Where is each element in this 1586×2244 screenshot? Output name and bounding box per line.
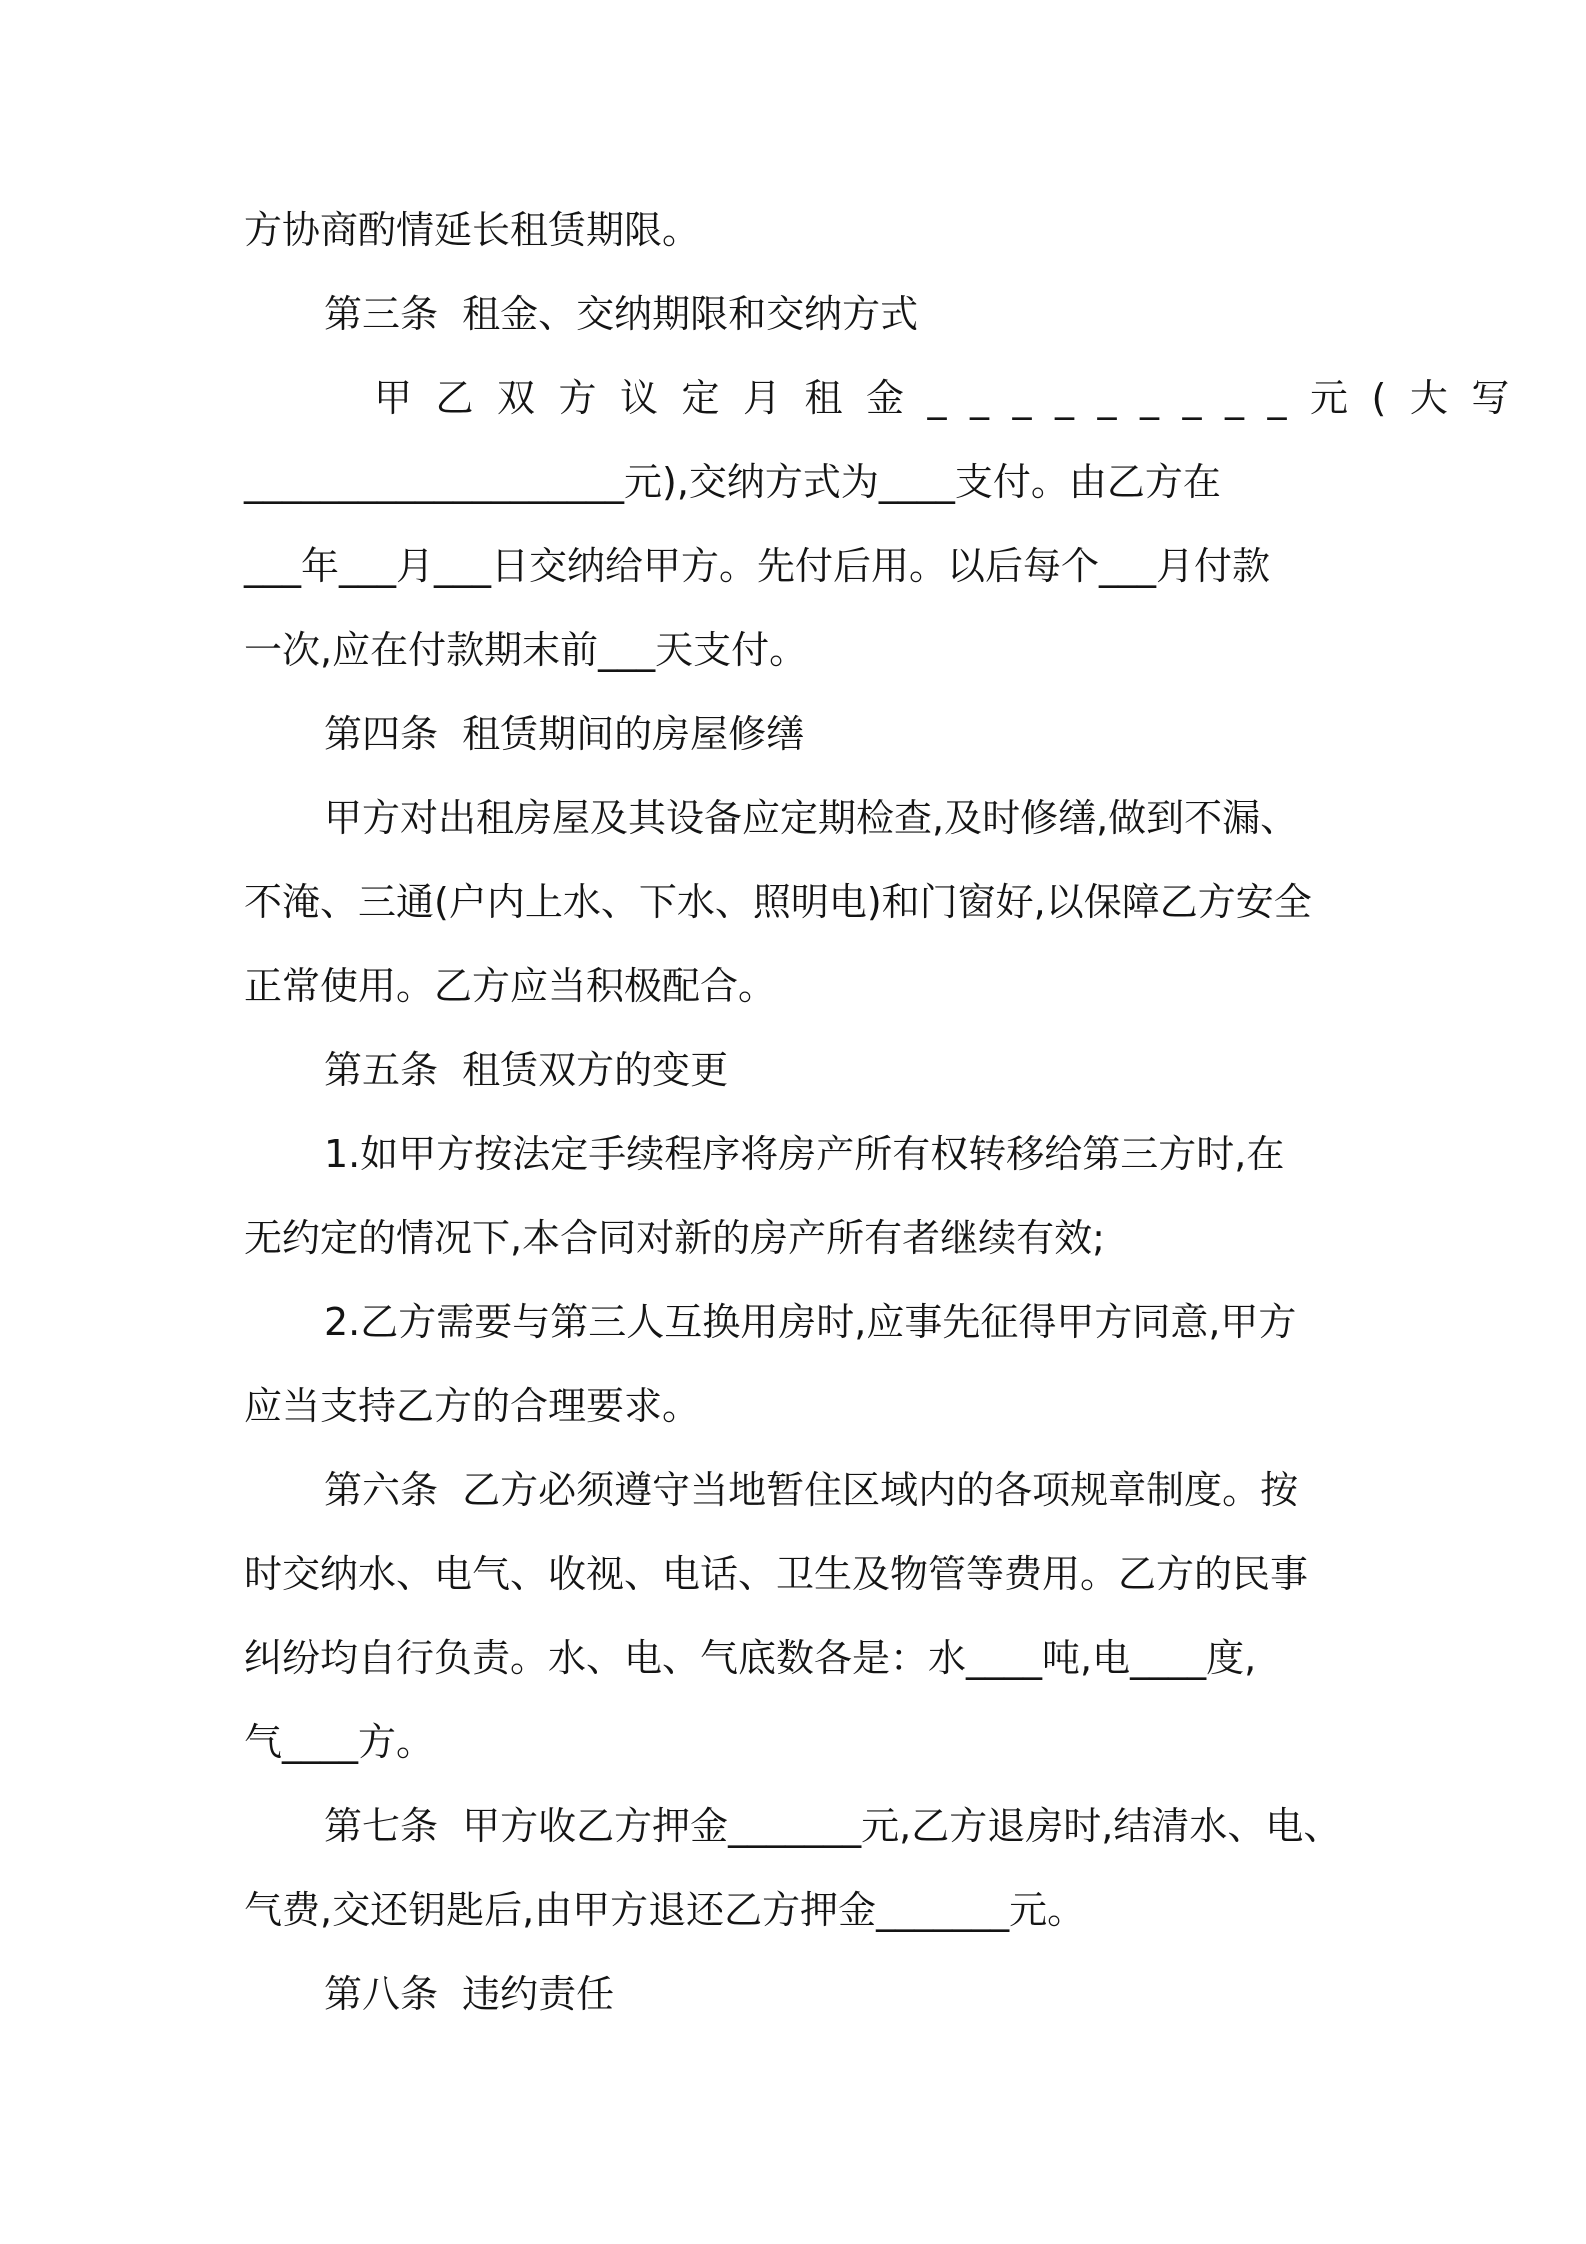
article-8-heading: 第八条 违约责任 xyxy=(324,1972,615,2016)
article-5-item-2-cont: 应当支持乙方的合理要求。 xyxy=(244,1384,701,1428)
article-3-rent-line: 甲乙双方议定月租金_________元(大写 xyxy=(374,376,1533,420)
article-3-deadline-line: 一次,应在付款期末前___天支付。 xyxy=(244,628,808,672)
article-5-heading: 第五条 租赁双方的变更 xyxy=(324,1048,729,1092)
article-3-heading: 第三条 租金、交纳期限和交纳方式 xyxy=(324,292,919,336)
article-4-heading: 第四条 租赁期间的房屋修缮 xyxy=(324,712,805,756)
article-5-item-1: 1.如甲方按法定手续程序将房产所有权转移给第三方时,在 xyxy=(324,1132,1285,1176)
text-line-continuation: 方协商酌情延长租赁期限。 xyxy=(244,208,701,252)
article-7-line-2: 气费,交还钥匙后,由甲方退还乙方押金_______元。 xyxy=(244,1888,1086,1932)
article-5-item-2: 2.乙方需要与第三人互换用房时,应事先征得甲方同意,甲方 xyxy=(324,1300,1297,1344)
article-6-line-1: 第六条 乙方必须遵守当地暂住区域内的各项规章制度。按 xyxy=(324,1468,1299,1512)
article-6-line-2: 时交纳水、电气、收视、电话、卫生及物管等费用。乙方的民事 xyxy=(244,1552,1309,1596)
article-5-item-1-cont: 无约定的情况下,本合同对新的房产所有者继续有效; xyxy=(244,1216,1105,1260)
article-6-line-4: 气____方。 xyxy=(244,1720,435,1764)
article-4-line-3: 正常使用。乙方应当积极配合。 xyxy=(244,964,777,1008)
article-3-payment-line: ____________________元),交纳方式为____支付。由乙方在 xyxy=(244,460,1221,504)
article-4-line-1: 甲方对出租房屋及其设备应定期检查,及时修缮,做到不漏、 xyxy=(324,796,1299,840)
article-3-date-line: ___年___月___日交纳给甲方。先付后用。以后每个___月付款 xyxy=(244,544,1271,588)
article-7-line-1: 第七条 甲方收乙方押金_______元,乙方退房时,结清水、电、 xyxy=(324,1804,1342,1848)
article-4-line-2: 不淹、三通(户内上水、下水、照明电)和门窗好,以保障乙方安全 xyxy=(244,880,1312,924)
article-6-line-3: 纠纷均自行负责。水、电、气底数各是：水____吨,电____度, xyxy=(244,1636,1257,1680)
